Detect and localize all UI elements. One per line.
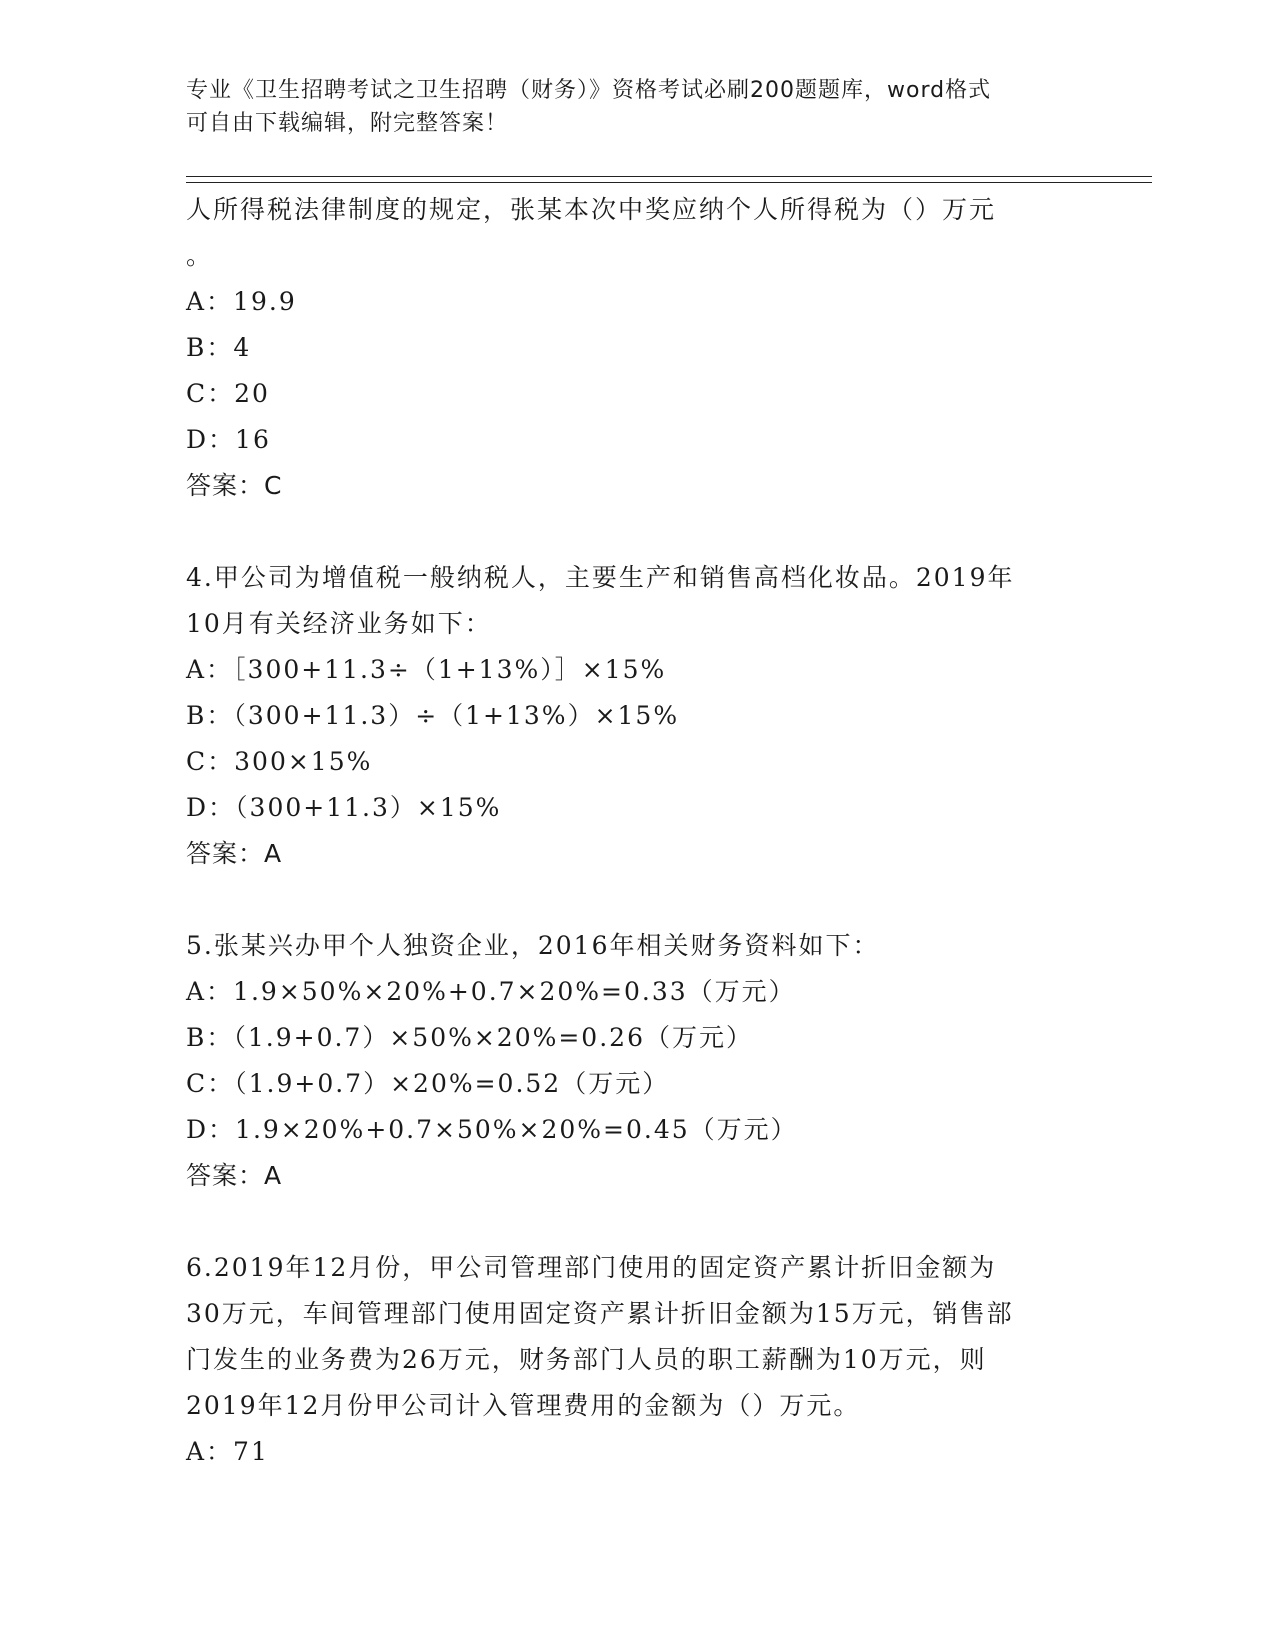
question-stem-line: 6.2019年12月份，甲公司管理部门使用的固定资产累计折旧金额为	[186, 1253, 997, 1282]
document-body	[186, 187, 1086, 1475]
question-stem-line: 30万元，车间管理部门使用固定资产累计折旧金额为15万元，销售部	[186, 1299, 1014, 1328]
spacer	[186, 509, 1086, 555]
spacer	[186, 1199, 1086, 1245]
option-c: C：300×15%	[186, 747, 373, 776]
answer-line: 答案：A	[186, 839, 283, 868]
header-divider-top	[186, 176, 1152, 177]
question-4	[186, 555, 1086, 877]
option-d: D：1.9×20%+0.7×50%×20%=0.45（万元）	[186, 1115, 798, 1144]
option-d: D：16	[186, 425, 271, 454]
question-6	[186, 1245, 1086, 1475]
header-line-2: 可自由下载编辑，附完整答案！	[186, 111, 509, 136]
question-3	[186, 187, 1086, 509]
question-stem-line: 10月有关经济业务如下：	[186, 609, 492, 638]
option-c: C：20	[186, 379, 270, 408]
header-divider-bottom	[186, 182, 1152, 183]
spacer	[186, 877, 1086, 923]
answer-line: 答案：A	[186, 1161, 283, 1190]
question-stem-line: 门发生的业务费为26万元，财务部门人员的职工薪酬为10万元，则	[186, 1345, 987, 1374]
header-line-1: 专业《卫生招聘考试之卫生招聘（财务）》资格考试必刷200题题库，word格式	[186, 78, 992, 103]
option-a: A：1.9×50%×20%+0.7×20%=0.33（万元）	[186, 977, 796, 1006]
option-b: B：（300+11.3）÷（1+13%）×15%	[186, 701, 680, 730]
option-a: A：71	[186, 1437, 269, 1466]
option-b: B：4	[186, 333, 252, 362]
option-c: C：（1.9+0.7）×20%=0.52（万元）	[186, 1069, 670, 1098]
question-stem-line: 2019年12月份甲公司计入管理费用的金额为（）万元。	[186, 1391, 861, 1420]
question-5	[186, 923, 1086, 1199]
question-stem-line: 人所得税法律制度的规定，张某本次中奖应纳个人所得税为（）万元	[186, 195, 997, 224]
question-stem-line: 5.张某兴办甲个人独资企业，2016年相关财务资料如下：	[186, 931, 880, 960]
option-b: B：（1.9+0.7）×50%×20%=0.26（万元）	[186, 1023, 753, 1052]
option-a: A：［300+11.3÷（1+13%）］×15%	[186, 655, 667, 684]
question-stem-line: 4.甲公司为增值税一般纳税人，主要生产和销售高档化妆品。2019年	[186, 563, 1015, 592]
question-stem-line: 。	[186, 241, 214, 270]
option-a: A：19.9	[186, 287, 297, 316]
document-header	[186, 74, 1086, 140]
answer-line: 答案：C	[186, 471, 283, 500]
option-d: D：（300+11.3）×15%	[186, 793, 502, 822]
